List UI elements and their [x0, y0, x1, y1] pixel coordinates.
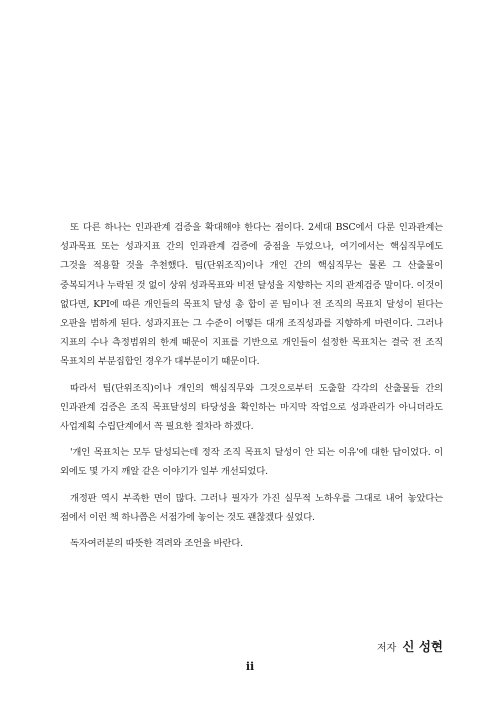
paragraph-4: 개정판 역시 부족한 면이 많다. 그러나 필자가 가진 실무적 노하우를 그대로 내어 놓았다는 점에서 이런 책 하나쯤은 서점가에 놓이는 것도 괜찮겠다 싶었다. [60, 492, 443, 523]
paragraph-5: 독자여러분의 따뜻한 격려와 조언을 바란다. [70, 538, 243, 550]
preface-body [60, 218, 443, 560]
page-number: ii [245, 660, 255, 673]
paragraph-1: 또 다른 하나는 인과관계 검증을 확대해야 한다는 점이다. 2세대 BSC에서 다룬 인과관계는 성과목표 또는 성과지표 간의 인과관계 검증에 중점을 두었으나, 여기에서는 핵심직무에도 그것을 적용할 것을 추천했다. 팀(단위조직)이나 개인 간의 핵심직무는 물론 그 산출물이 중복되거나 누락된 것 없이 상위 성과목표와 비전 달성을 지향하는 지의 관계검증 말이다. 이것이 없다면, KPI에 따른 개인들의 목표치 달성 총 합이 곧 팀이나 전 조직의 목표치 달성이 된다는 오판을 범하게 된다. 성과지표는 그 수준이 어떻든 대개 조직성과를 지향하게 마련이다. 그러나 지표의 수나 측정범위의 한계 때문이 지표를 기반으로 개인들이 설정한 목표치는 결국 전 조직 목표치의 부분집합인 경우가 대부분이기 때문이다. [60, 222, 443, 368]
author-name: 신 성현 [402, 639, 443, 654]
author-label: 저자 [376, 643, 397, 654]
paragraph-2: 따라서 팀(단위조직)이나 개인의 핵심직무와 그것으로부터 도출할 각각의 산출물들 간의 인과관계 검증은 조직 목표달성의 타당성을 확인하는 마지막 작업으로 성과관리가 아니더라도 사업계획 수립단계에서 꼭 필요한 절차라 하겠다. [60, 382, 443, 433]
author-signature [377, 637, 443, 655]
paragraph-3: '개인 목표치는 모두 달성되는데 정작 조직 목표치 달성이 안 되는 이유'에 대한 답이었다. 이 외에도 몇 가지 깨알 같은 이야기가 일부 개선되었다. [60, 447, 443, 478]
